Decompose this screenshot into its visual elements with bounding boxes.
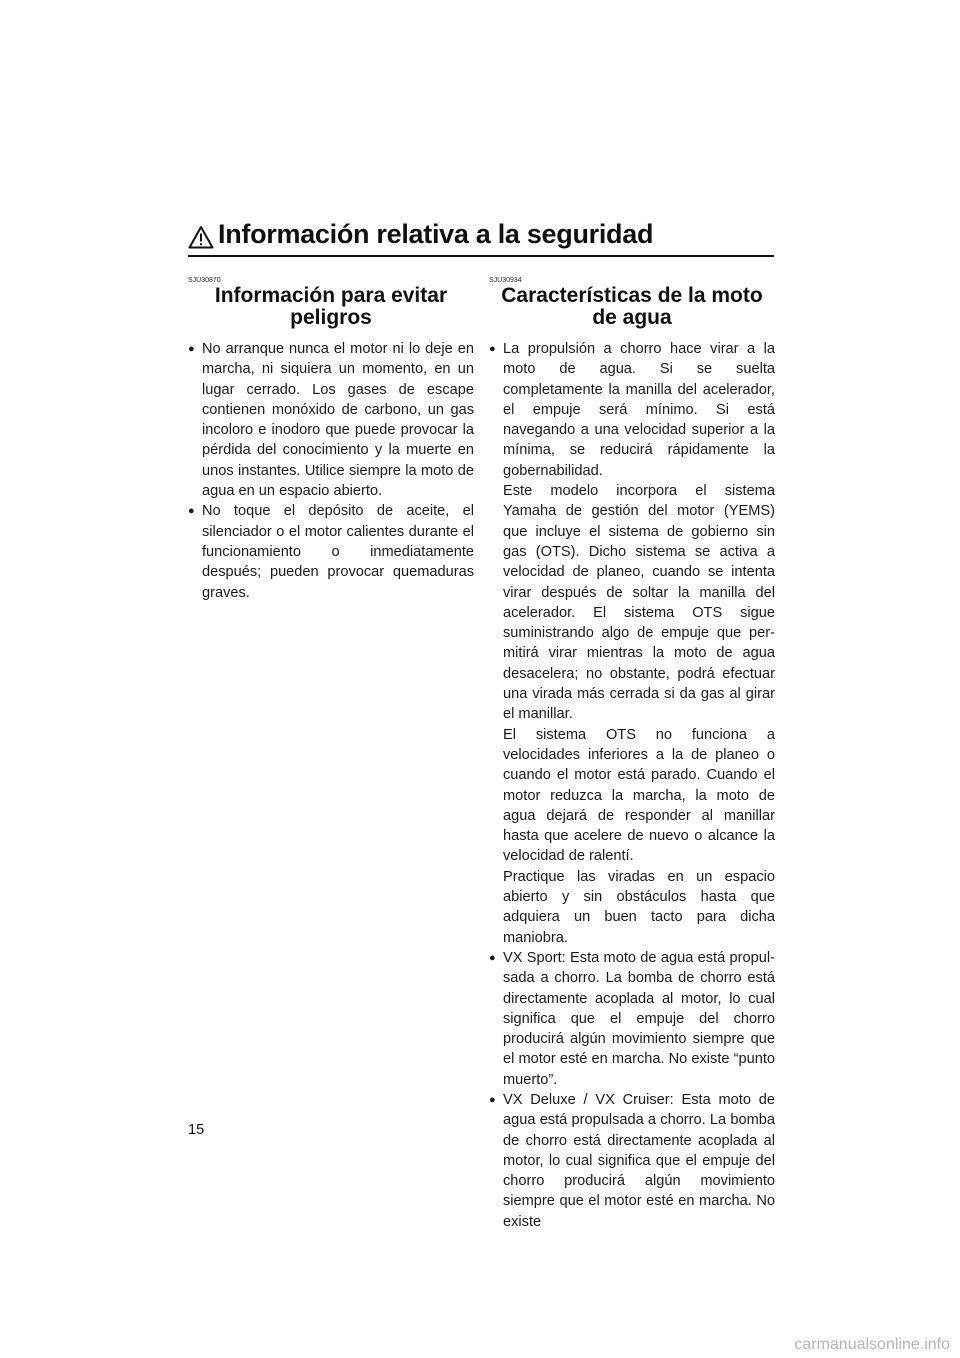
left-column bbox=[188, 276, 474, 603]
section-title: Características de la moto de agua bbox=[501, 284, 763, 329]
paragraph: No arranque nunca el motor ni lo deje en marcha, ni siquiera un momento, en un lugar cerrado. Los gases de escape contienen monóxido de carbono, un gas incoloro e inodoro que puede provocar la pérdida del conocimiento y la muerte en unos instantes. Utilice siempre la moto de agua en un espacio abierto. bbox=[202, 341, 474, 500]
list-item bbox=[188, 501, 474, 602]
section-code: SJU30870 bbox=[188, 277, 221, 284]
paragraph: La propulsión a chorro hace virar a la moto de agua. Si se suelta completamente la manilla del acelerador, el empuje será mínimo. Si está navegando a una velocidad superior a la mínima, se reducirá rápidamente la gobernabilidad. bbox=[503, 341, 775, 479]
right-column bbox=[489, 276, 775, 1232]
section-code: SJU30934 bbox=[489, 277, 522, 284]
bullet-icon: ● bbox=[489, 1093, 496, 1106]
bullet-icon: ● bbox=[188, 505, 195, 518]
bullet-list bbox=[489, 339, 775, 1232]
paragraph: El sistema OTS no funciona a velocidades inferiores a la de planeo o cuando el motor está parado. Cuando el motor reduzca la marcha, la moto de agua dejará de responder al manillar hasta que acelere de nuevo o alcance la velocidad de ralentí. bbox=[503, 726, 775, 865]
paragraph: Practique las viradas en un espacio abierto y sin obstáculos hasta que adquiera un buen tacto para dicha maniobra. bbox=[503, 868, 775, 946]
bullet-list bbox=[188, 339, 474, 603]
paragraph: Este modelo incorpora el sistema Yamaha de gestión del motor (YEMS) que incluye el sistema de gobierno sin gas (OTS). Dicho sistema se activa a velocidad de planeo, cuando se intenta virar después de soltar la manilla del acelerador. El sistema OTS sigue suministrando algo de empuje que permitirá virar mientras la moto de agua desacelera; no obstante, podrá efectuar una virada más cerrada si da gas al girar el manillar. bbox=[503, 483, 775, 723]
paragraph: No toque el depósito de aceite, el silenciador o el motor calientes durante el funcionamiento o inmediatamente después; pueden provocar quemaduras graves. bbox=[202, 503, 474, 601]
bullet-icon: ● bbox=[188, 343, 195, 355]
section-title: Información para evitar peligros bbox=[214, 284, 448, 329]
paragraph: VX Sport: Esta moto de agua está propulsada a chorro. La bomba de chorro está directamente acoplada al motor, lo cual significa que el empuje del chorro producirá algún movimiento siempre que el motor esté en marcha. No existe “punto muerto”. bbox=[503, 949, 775, 1088]
page-title: Información relativa a la seguridad bbox=[218, 219, 654, 249]
list-item bbox=[489, 339, 775, 948]
page-number: 15 bbox=[188, 1122, 205, 1138]
list-item bbox=[188, 339, 474, 501]
list-item bbox=[489, 948, 775, 1090]
paragraph: VX Deluxe / VX Cruiser: Esta moto de agua está propulsada a chorro. La bomba de chorro está directamente acoplada al motor, lo cual significa que el empuje del chorro producirá algún movimiento siempre que el motor esté en marcha. No existe bbox=[503, 1091, 775, 1230]
page-header bbox=[188, 221, 774, 257]
warning-triangle-icon bbox=[188, 225, 214, 249]
list-item bbox=[489, 1090, 775, 1232]
bullet-icon: ● bbox=[489, 343, 496, 355]
watermark: carmanualsonline.info bbox=[794, 1336, 950, 1353]
bullet-icon: ● bbox=[489, 951, 496, 964]
